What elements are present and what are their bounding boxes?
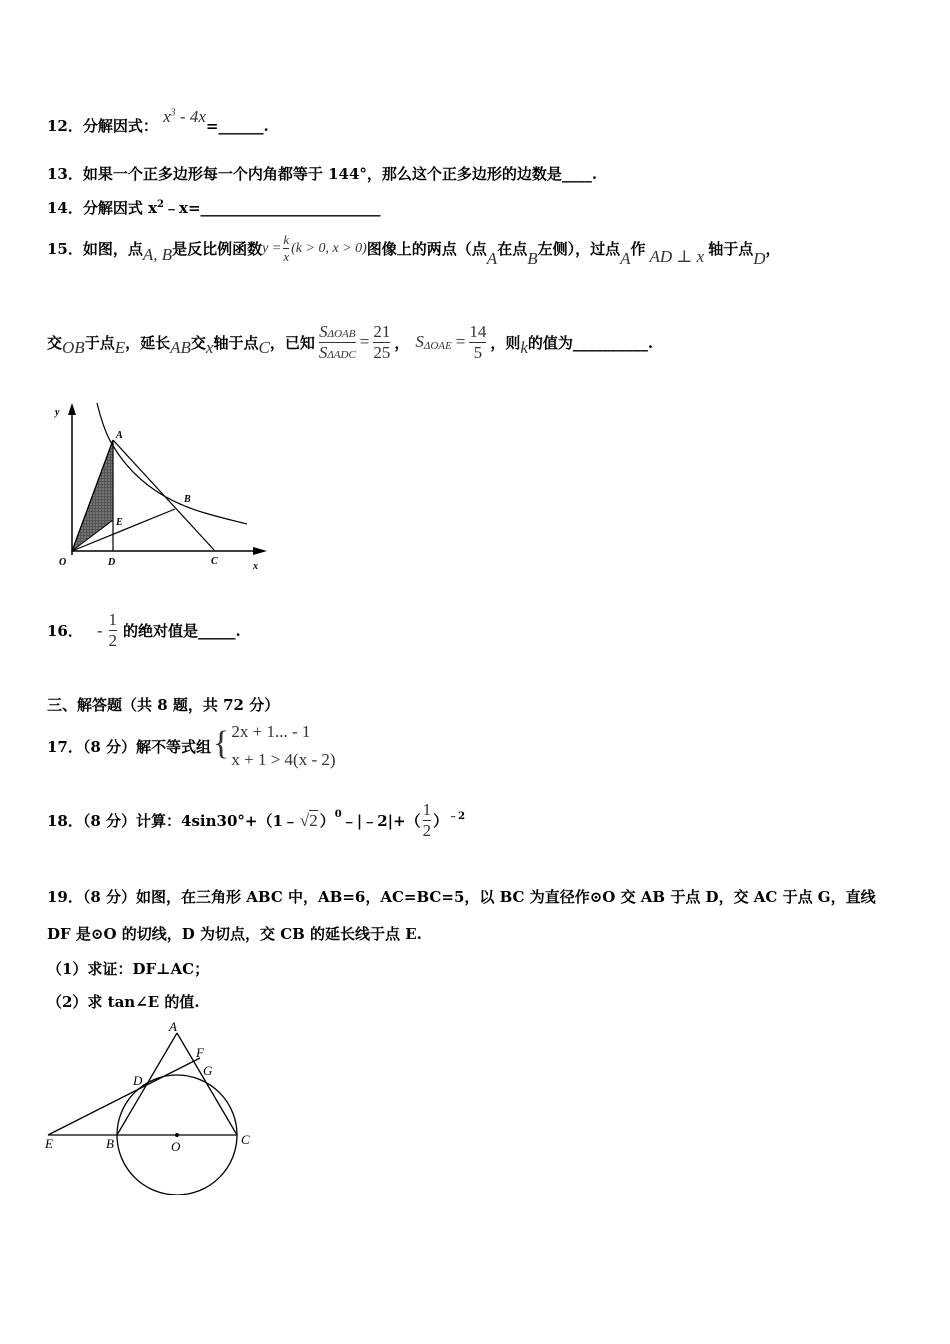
q16-answer-blank: 的绝对值是_____. <box>123 622 241 640</box>
question-12 <box>47 107 269 136</box>
q15-ratio-value: $\frac{21}{25}$ <box>373 321 391 362</box>
q15-function-fraction: $\frac{k}{x}$ <box>283 232 290 264</box>
label-g: G <box>203 1063 213 1078</box>
question-16: 16． - $\frac{1}{2}$ 的绝对值是_____. <box>47 610 241 650</box>
brace-icon: { <box>213 725 230 762</box>
label-y: y <box>55 407 60 418</box>
question-19-line-2: DF 是⊙O 的切线，D 为切点，交 CB 的延长线于点 E. <box>47 925 422 943</box>
label-b: B <box>106 1136 114 1151</box>
figure-15-inverse-proportion-graph <box>45 395 280 580</box>
x-axis-arrow-icon <box>253 547 267 555</box>
q15-area-value: $\frac{14}{5}$ <box>469 321 487 362</box>
label-x: x <box>253 561 258 572</box>
q12-expression: $x^3 - 4x$ <box>163 107 206 126</box>
label-a: A <box>169 1019 177 1034</box>
figure-19-circle-triangle <box>40 1015 270 1195</box>
label-d: D <box>133 1073 143 1088</box>
question-19-line-1: 19．（8 分）如图，在三角形 ABC 中，AB=6，AC=BC=5，以 BC 为直径作⊙O 交 AB 于点 D，交 AC 于点 G，直线 <box>47 888 876 906</box>
question-18: 18．（8 分）计算：4sin30°+（1﹣ √2 ） $^0$ ﹣|﹣2|+（ $\frac{1}{2}$ ） $^{﹣2}$ <box>47 800 466 840</box>
question-15-line-1: 15．如图，点 A, B 是反比例函数 y = $\frac{k}{x}$ (k > 0, x > 0) 图像上的两点（点 A 在点 B 左侧），过点 A 作 AD ⊥ x 轴于点 D ， <box>47 232 781 268</box>
section-3-title: 三、解答题（共 8 题，共 72 分） <box>47 696 280 714</box>
center-point-o <box>175 1133 179 1137</box>
q12-answer-blank: =______. <box>205 117 269 135</box>
label-c: C <box>241 1132 250 1147</box>
q12-label: 12．分解因式： <box>47 117 158 135</box>
y-axis-arrow-icon <box>68 403 76 415</box>
hyperbola-curve <box>97 403 247 524</box>
q18-fraction: $\frac{1}{2}$ <box>422 800 432 840</box>
q18-sqrt: √2 <box>299 810 318 830</box>
q16-fraction: $\frac{1}{2}$ <box>108 610 118 650</box>
label-o: O <box>59 557 67 568</box>
q14-answer-blank: ﹣x=________________________ <box>164 199 381 217</box>
question-19-part-1: （1）求证：DF⊥AC； <box>47 960 210 978</box>
question-19-part-2: （2）求 tan∠E 的值. <box>47 993 200 1011</box>
label-f: F <box>196 1045 204 1060</box>
q15-area-ratio-fraction: $\frac{\text{SΔOAB}}{\text{SΔADC}}$ <box>318 321 356 362</box>
label-e: E <box>116 517 123 528</box>
label-o: O <box>171 1139 181 1154</box>
line-ac <box>113 440 215 551</box>
q15-answer-blank: 的值为__________. <box>527 333 654 352</box>
question-14: 14．分解因式 $x^2﹣x=\_\_\_\_\_\_\_\_\_\_\_\_\_\_\_\_\_\_\_\_\_\_\_\_$ <box>47 199 381 217</box>
label-c: C <box>211 556 218 567</box>
label-a: A <box>116 430 123 441</box>
segment-ac <box>177 1033 237 1135</box>
label-b: B <box>184 494 191 505</box>
q17-inequality-system: 2x + 1... - 1 x + 1 > 4(x - 2) <box>231 722 336 769</box>
question-17: 17．（8 分）解不等式组 { 2x + 1... - 1 x + 1 > 4(x - 2) <box>47 718 336 774</box>
label-e: E <box>45 1136 53 1151</box>
segment-ab <box>117 1033 177 1135</box>
label-d: D <box>108 557 116 568</box>
question-13: 13．如果一个正多边形每一个内角都等于 144°，那么这个正多边形的边数是____. <box>47 165 598 183</box>
question-15-line-2: 交 OB 于点 E ，延长 AB 交 x 轴于点 C ，已知 $\frac{\text{SΔOAB}}{\text{SΔADC}}$ = $\frac{21}{25}$ ， S ΔOAE = $\frac{14}{5}$ ，则 k 的值为__________. <box>47 321 654 362</box>
